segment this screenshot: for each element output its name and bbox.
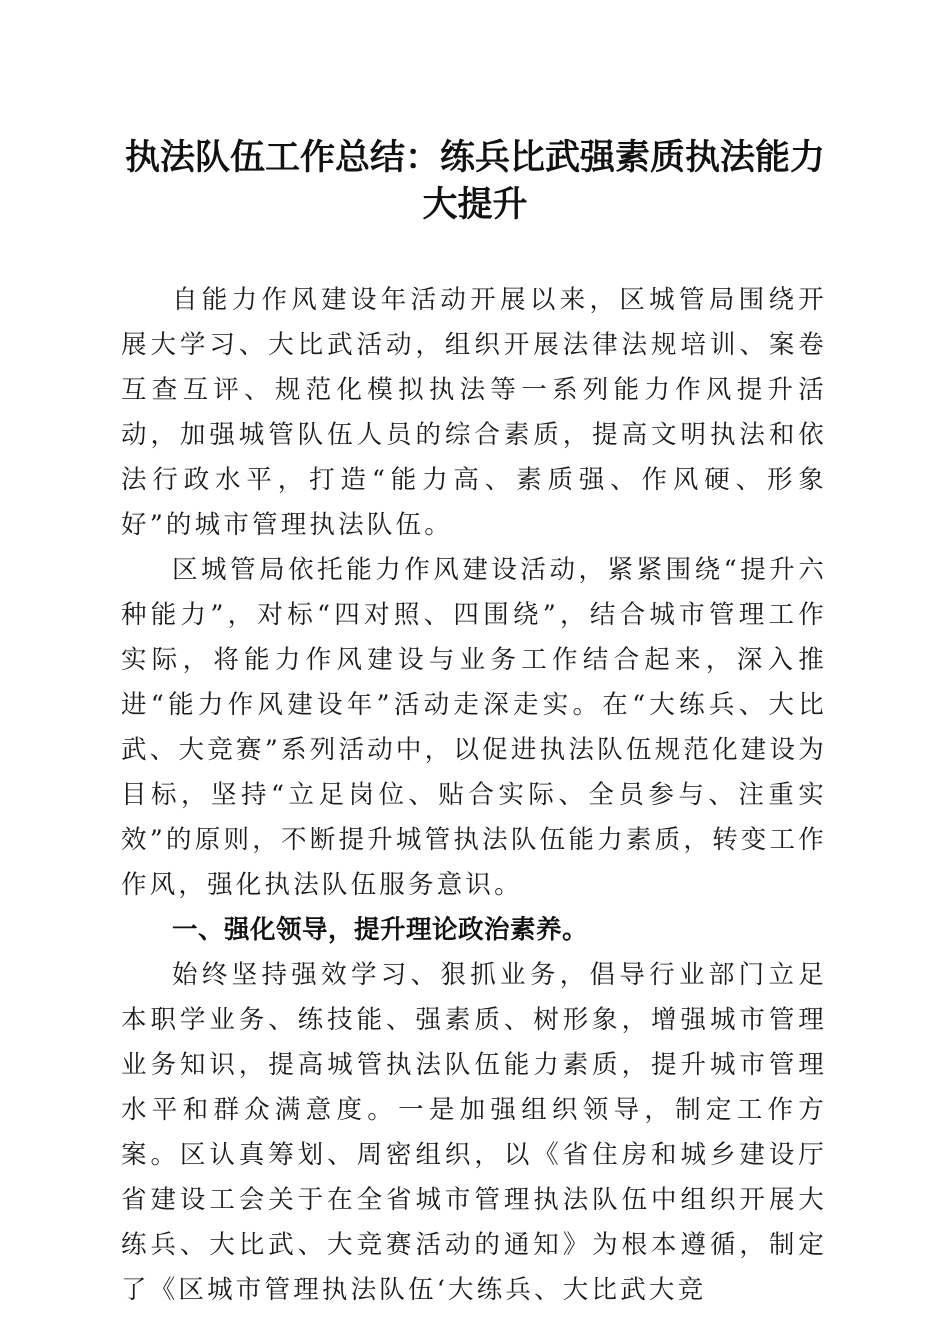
paragraph-activity: 区城管局依托能力作风建设活动，紧紧围绕“提升六种能力”，对标“四对照、四围绕”，结合城市管理工作实际，将能力作风建设与业务工作结合起来，深入推进“能力作风建设年”活动走深走实。在“大练兵、大比武、大竞赛”系列活动中，以促进执法队伍规范化建设为目标，坚持“立足岗位、贴合实际、全员参与、注重实效”的原则，不断提升城管执法队伍能力素质，转变工作作风，强化执法队伍服务意识。 [121,555,827,900]
document-body [121,278,827,1313]
section-heading: 一、强化领导，提升理论政治素养。 [172,915,589,945]
paragraph-leadership: 始终坚持强效学习、狠抓业务，倡导行业部门立足本职学业务、练技能、强素质、树形象，增强城市管理业务知识，提高城管执法队伍能力素质，提升城市管理水平和群众满意度。一是加强组织领导，制定工作方案。区认真筹划、周密组织，以《省住房和城乡建设厅省建设工会关于在全省城市管理执法队伍中组织开展大练兵、大比武、大竞赛活动的通知》为根本遵循，制定了《区城市管理执法队伍‘大练兵、大比武大竞 [121,960,827,1305]
document-title: 执法队伍工作总结：练兵比武强素质执法能力大提升 [124,137,825,225]
paragraph-intro: 自能力作风建设年活动开展以来，区城管局围绕开展大学习、大比武活动，组织开展法律法规培训、案卷互查互评、规范化模拟执法等一系列能力作风提升活动，加强城管队伍人员的综合素质，提高文明执法和依法行政水平，打造“能力高、素质强、作风硬、形象好”的城市管理执法队伍。 [121,285,827,540]
